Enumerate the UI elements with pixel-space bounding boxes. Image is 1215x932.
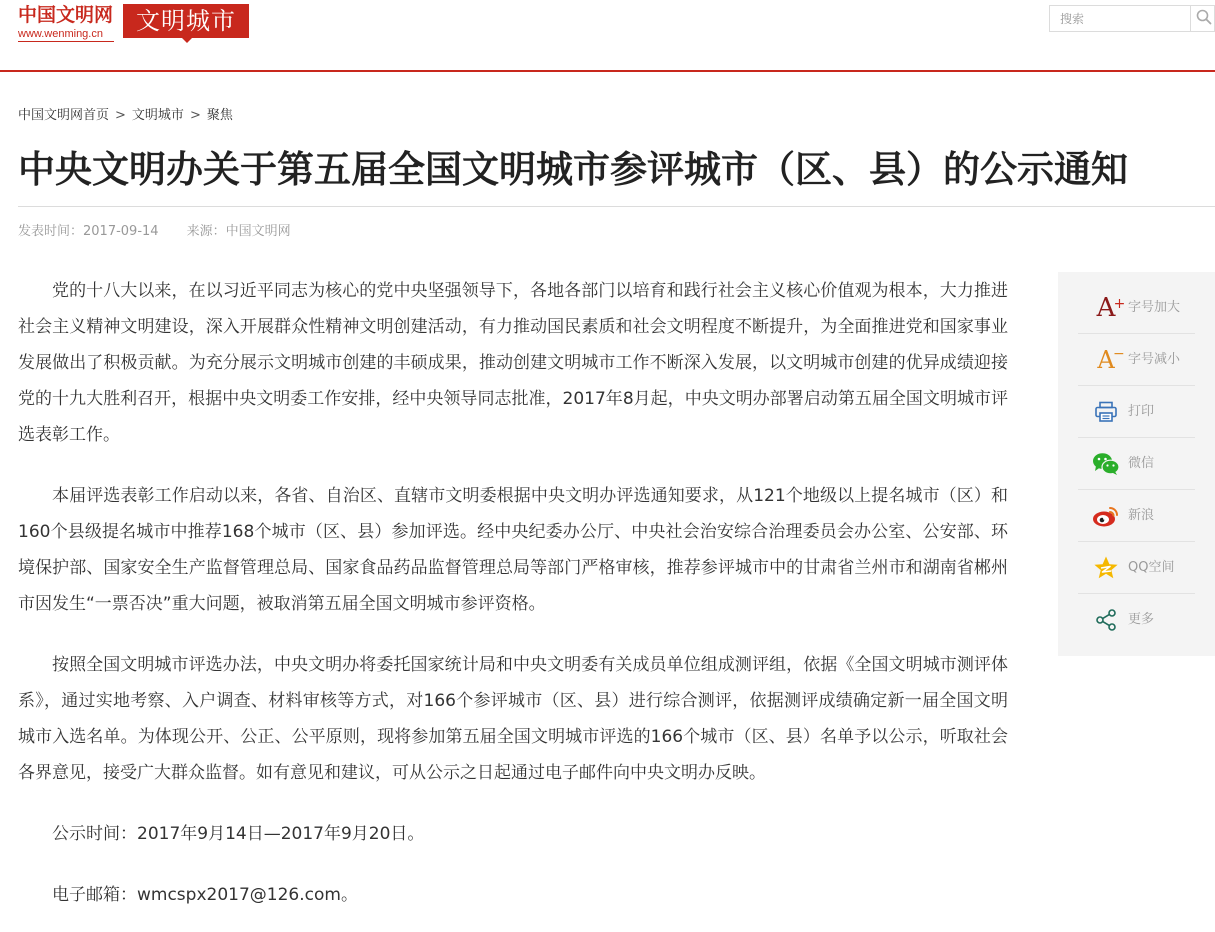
publish-time: 发表时间：2017-09-14	[18, 224, 159, 239]
article-body	[18, 273, 1008, 913]
font-increase-label: 字号加大	[1128, 300, 1181, 315]
weibo-icon	[1092, 502, 1120, 530]
font-increase-icon: A +	[1096, 293, 1126, 323]
article-title: 中央文明办关于第五届全国文明城市参评城市（区、县）的公示通知	[18, 148, 1128, 191]
weibo-share-button[interactable]	[1078, 490, 1195, 542]
logo-main-text: 中国文明网	[18, 4, 114, 26]
font-decrease-icon: A −	[1097, 346, 1125, 374]
logo-url-text: www.wenming.cn	[18, 28, 103, 40]
article-meta	[18, 222, 291, 242]
print-button[interactable]	[1078, 386, 1195, 438]
breadcrumb-section-link[interactable]: 文明城市	[131, 108, 184, 123]
qzone-label: QQ空间	[1128, 560, 1175, 575]
breadcrumb-separator: >	[189, 108, 201, 123]
qzone-share-button[interactable]	[1078, 542, 1195, 594]
article-source: 来源：中国文明网	[186, 224, 291, 239]
logo-badge-tip	[182, 38, 192, 43]
search-box	[1049, 5, 1215, 32]
contact-email: 电子邮箱：wmcspx2017@126.com。	[52, 885, 358, 905]
article-paragraph: 党的十八大以来，在以习近平同志为核心的党中央坚强领导下，各地各部门以培育和践行社会主义核心价值观为根本，大力推进社会主义精神文明建设，深入开展群众性精神文明创建活动，有力推动国民素质和社会文明程度不断提升，为全面推进党和国家事业发展做出了积极贡献。为充分展示文明城市创建的丰硕成果，推动创建文明城市工作不断深入发展，以文明城市创建的优异成绩迎接党的十九大胜利召开，根据中央文明委工作安排，经中央领导同志批准，2017年8月起，中央文明办部署启动第五届全国文明城市评选表彰工作。	[18, 281, 1008, 445]
search-icon	[1196, 9, 1212, 29]
font-decrease-label: 字号减小	[1128, 352, 1181, 367]
share-panel	[1058, 272, 1215, 656]
site-header	[0, 0, 1215, 72]
breadcrumb-current-link[interactable]: 聚焦	[206, 108, 233, 123]
print-label: 打印	[1128, 404, 1155, 419]
breadcrumb-separator: >	[115, 108, 126, 123]
share-more-label: 更多	[1128, 612, 1155, 627]
publicity-period: 公示时间：2017年9月14日—2017年9月20日。	[52, 824, 425, 844]
wechat-icon	[1092, 450, 1120, 478]
site-logo[interactable]	[18, 4, 250, 42]
article-paragraph: 按照全国文明城市评选办法，中央文明办将委托国家统计局和中央文明委有关成员单位组成测评组，依据《全国文明城市测评体系》，通过实地考察、入户调查、材料审核等方式，对166个参评城市（区、县）进行综合测评，依据测评成绩确定新一届全国文明城市入选名单。为体现公开、公正、公平原则，现将参加第五届全国文明城市评选的166个城市（区、县）名单予以公示，听取社会各界意见，接受广大群众监督。如有意见和建议，可从公示之日起通过电子邮件向中央文明办反映。	[18, 655, 1008, 783]
wechat-share-button[interactable]	[1078, 438, 1195, 490]
title-divider	[18, 206, 1215, 207]
logo-badge: 文明城市	[123, 4, 249, 38]
article-paragraph: 本届评选表彰工作启动以来，各省、自治区、直辖市文明委根据中央文明办评选通知要求，从121个地级以上提名城市（区）和160个县级提名城市中推荐168个城市（区、县）参加评选。经中央纪委办公厅、中央社会治安综合治理委员会办公室、公安部、环境保护部、国家安全生产监督管理总局、国家食品药品监督管理总局等部门严格审核，推荐参评城市中的甘肃省兰州市和湖南省郴州市因发生“一票否决”重大问题，被取消第五届全国文明城市参评资格。	[18, 486, 1008, 614]
wechat-label: 微信	[1128, 456, 1155, 471]
qzone-icon	[1092, 554, 1120, 582]
share-more-icon	[1092, 606, 1120, 634]
font-increase-button[interactable]	[1078, 282, 1195, 334]
logo-underline	[18, 41, 114, 42]
breadcrumb-home-link[interactable]: 中国文明网首页	[18, 108, 110, 123]
print-icon	[1092, 398, 1120, 426]
weibo-label: 新浪	[1128, 508, 1155, 523]
font-decrease-button[interactable]	[1078, 334, 1195, 386]
breadcrumb	[18, 106, 233, 126]
share-more-button[interactable]	[1078, 594, 1195, 646]
search-button[interactable]	[1190, 6, 1215, 31]
search-input[interactable]	[1050, 6, 1190, 31]
